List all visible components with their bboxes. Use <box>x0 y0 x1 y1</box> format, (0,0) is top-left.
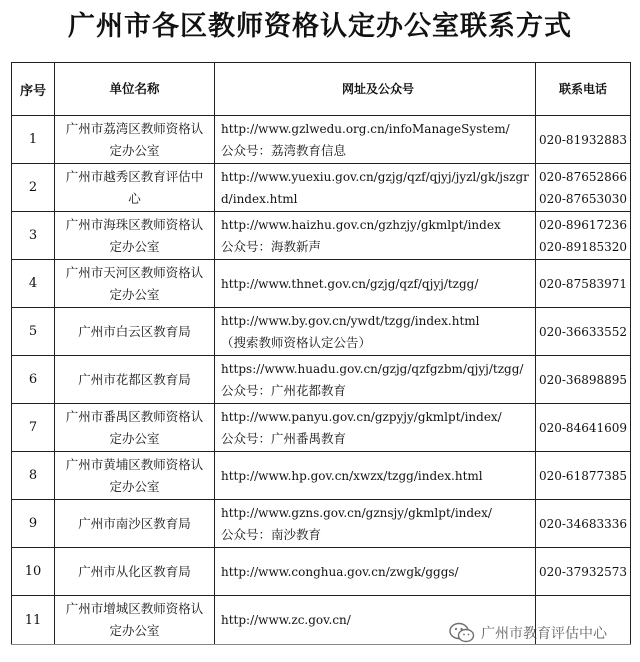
website-link[interactable]: http://www.by.gov.cn/ywdt/tzgg/index.html <box>221 313 480 328</box>
wechat-account: 公众号：广州花都教育 <box>221 382 347 398</box>
row-index: 1 <box>12 116 55 164</box>
web-cell <box>215 308 536 356</box>
wechat-account: （搜索教师资格认定公告） <box>221 334 372 350</box>
page-title: 广州市各区教师资格认定办公室联系方式 <box>68 11 572 42</box>
table-row <box>12 452 631 500</box>
website-link[interactable]: http://www.zc.gov.cn/ <box>221 613 351 627</box>
phone-number: 020-36633552 <box>538 324 628 339</box>
table-row <box>12 212 631 260</box>
unit-name: 广州市天河区教师资格认定办公室 <box>55 260 215 308</box>
table-row <box>12 404 631 452</box>
table-row <box>12 308 631 356</box>
phone-cell <box>536 164 631 212</box>
website-link[interactable]: http://www.gzns.gov.cn/gznsjy/gkmlpt/index/ <box>221 505 492 520</box>
phone-cell <box>536 308 631 356</box>
website-link[interactable]: https://www.huadu.gov.cn/gzjg/qzfgzbm/qjyj/tzgg/ <box>221 361 524 376</box>
website-link[interactable]: http://www.panyu.gov.cn/gzpyjy/gkmlpt/index/ <box>221 409 502 424</box>
unit-name: 广州市海珠区教师资格认定办公室 <box>55 212 215 260</box>
phone-number: 020-84641609 <box>538 420 628 435</box>
phone-number: 020-87653030 <box>538 191 628 206</box>
phone-number: 020-36898895 <box>538 372 628 387</box>
phone-number: 020-89185320 <box>538 239 628 254</box>
website-link[interactable]: http://www.yuexiu.gov.cn/gzjg/qzf/qjyj/jyzl/gk/jszgrd/index.html <box>221 169 529 206</box>
wechat-account: 公众号：南沙教育 <box>221 526 322 542</box>
header-web: 网址及公众号 <box>215 63 536 116</box>
wechat-account: 公众号：荔湾教育信息 <box>221 142 347 158</box>
unit-name: 广州市白云区教育局 <box>55 308 215 356</box>
unit-name: 广州市荔湾区教师资格认定办公室 <box>55 116 215 164</box>
phone-cell <box>536 260 631 308</box>
web-cell <box>215 212 536 260</box>
phone-number: 020-37932573 <box>538 564 628 579</box>
row-index: 3 <box>12 212 55 260</box>
contacts-table <box>11 62 631 645</box>
row-index: 8 <box>12 452 55 500</box>
unit-name: 广州市番禺区教师资格认定办公室 <box>55 404 215 452</box>
phone-number: 020-87583971 <box>538 276 628 291</box>
phone-number: 020-89617236 <box>538 217 628 232</box>
unit-name: 广州市从化区教育局 <box>55 548 215 596</box>
table-body <box>12 116 631 645</box>
row-index: 4 <box>12 260 55 308</box>
table-row <box>12 260 631 308</box>
phone-cell <box>536 116 631 164</box>
unit-name: 广州市黄埔区教师资格认定办公室 <box>55 452 215 500</box>
row-index: 5 <box>12 308 55 356</box>
web-cell <box>215 164 536 212</box>
wechat-account: 公众号：海教新声 <box>221 238 322 254</box>
row-index: 7 <box>12 404 55 452</box>
phone-number: 020-34683336 <box>538 516 628 531</box>
web-cell <box>215 260 536 308</box>
website-link[interactable]: http://www.thnet.gov.cn/gzjg/qzf/qjyj/tzgg/ <box>221 276 479 291</box>
row-index: 10 <box>12 548 55 596</box>
website-link[interactable]: http://www.hp.gov.cn/xwzx/tzgg/index.html <box>221 468 483 483</box>
watermark <box>449 618 607 648</box>
web-cell <box>215 452 536 500</box>
unit-name: 广州市花都区教育局 <box>55 356 215 404</box>
website-link[interactable]: http://www.gzlwedu.org.cn/infoManageSystem/ <box>221 121 510 136</box>
table-row <box>12 548 631 596</box>
row-index: 6 <box>12 356 55 404</box>
unit-name: 广州市增城区教师资格认定办公室 <box>55 596 215 645</box>
wechat-logo-icon <box>449 622 475 644</box>
phone-number: 020-81932883 <box>538 132 628 147</box>
table-row <box>12 500 631 548</box>
web-cell <box>215 356 536 404</box>
phone-cell <box>536 212 631 260</box>
phone-cell <box>536 548 631 596</box>
web-cell <box>215 116 536 164</box>
header-phone: 联系电话 <box>536 63 631 116</box>
table-header-row <box>12 63 631 116</box>
table-row <box>12 164 631 212</box>
table-row <box>12 116 631 164</box>
phone-cell <box>536 404 631 452</box>
header-unit: 单位名称 <box>55 63 215 116</box>
web-cell <box>215 404 536 452</box>
watermark-text: 广州市教育评估中心 <box>481 626 607 642</box>
table-row <box>12 356 631 404</box>
phone-number: 020-61877385 <box>538 468 628 483</box>
unit-name: 广州市越秀区教育评估中心 <box>55 164 215 212</box>
phone-number: 020-87652866 <box>538 169 628 184</box>
phone-cell <box>536 356 631 404</box>
unit-name: 广州市南沙区教育局 <box>55 500 215 548</box>
wechat-account: 公众号：广州番禺教育 <box>221 430 347 446</box>
web-cell <box>215 548 536 596</box>
row-index: 2 <box>12 164 55 212</box>
web-cell <box>215 500 536 548</box>
website-link[interactable]: http://www.conghua.gov.cn/zwgk/gggs/ <box>221 564 459 579</box>
row-index: 11 <box>12 596 55 645</box>
phone-cell <box>536 452 631 500</box>
website-link[interactable]: http://www.haizhu.gov.cn/gzhzjy/gkmlpt/index <box>221 217 501 232</box>
phone-cell <box>536 500 631 548</box>
header-index: 序号 <box>12 63 55 116</box>
row-index: 9 <box>12 500 55 548</box>
